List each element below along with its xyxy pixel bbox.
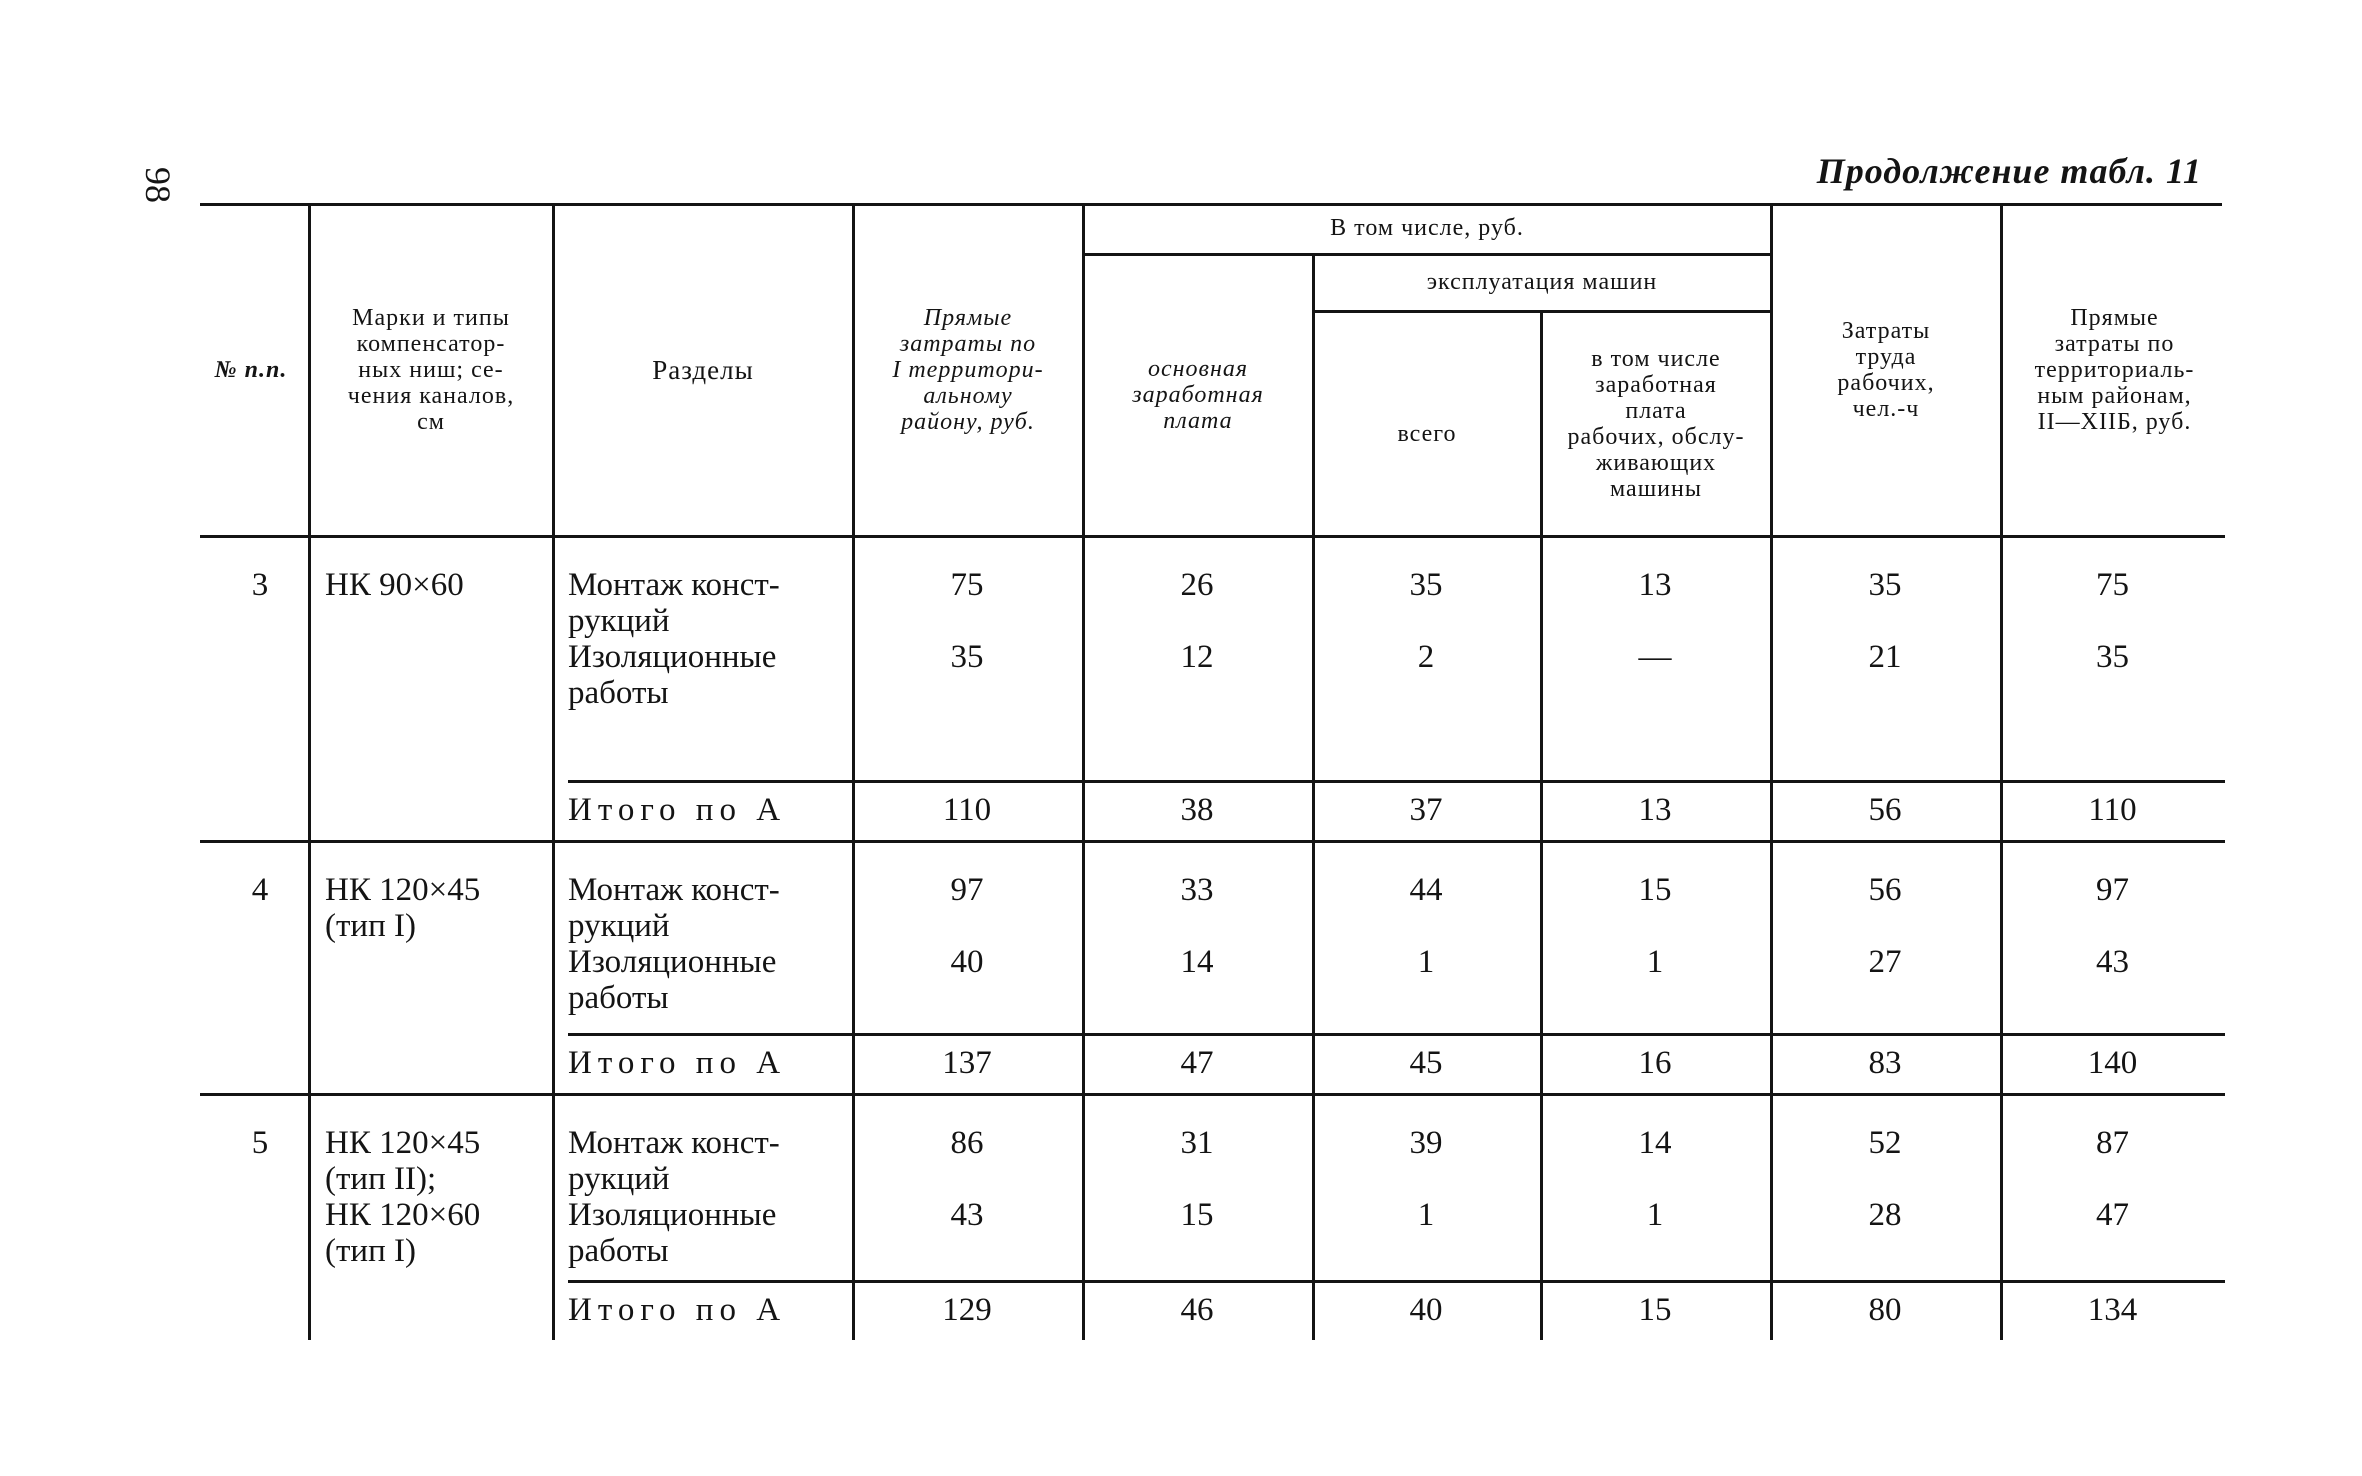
header-direct-regions-line: территориаль- [2034, 357, 2195, 383]
brand-label: НК 120×45 [325, 872, 481, 908]
section-label: Монтаж конст- [568, 872, 780, 908]
total-label: Итого по А [568, 792, 787, 828]
header-labor-line: труда [1855, 344, 1917, 370]
page-number: 98 [138, 167, 178, 203]
header-sections [556, 205, 850, 535]
value-cell: 15 [1638, 872, 1672, 908]
value-cell: 31 [1180, 1125, 1214, 1161]
total-value-cell: 13 [1638, 792, 1672, 828]
header-machine-ops-line: эксплуатация машин [1426, 268, 1658, 295]
total-value-cell: 137 [942, 1045, 992, 1081]
value-cell: 56 [1868, 872, 1902, 908]
value-cell: 27 [1868, 944, 1902, 980]
brand-label: (тип I) [325, 1233, 416, 1269]
value-cell: 1 [1417, 1197, 1435, 1233]
header-direct-costs-line: Прямые [923, 305, 1013, 331]
header-brands-line: ных ниш; се- [358, 357, 504, 383]
header-direct-costs-line: району, руб. [901, 409, 1035, 435]
total-value-cell: 110 [942, 792, 992, 828]
header-number-line: № п.п. [214, 357, 288, 383]
header-labor [1774, 205, 1998, 535]
total-label: Итого по А [568, 1292, 787, 1328]
header-brands-line: компенсатор- [356, 331, 506, 357]
value-cell: 35 [1409, 567, 1443, 603]
column-divider [1312, 253, 1315, 1340]
value-cell: 33 [1180, 872, 1214, 908]
subtotal-rule [568, 1280, 2225, 1283]
value-cell: 39 [1409, 1125, 1443, 1161]
header-direct-regions-line: Прямые [2070, 305, 2159, 331]
total-value-cell: 46 [1180, 1292, 1214, 1328]
total-value-cell: 80 [1868, 1292, 1902, 1328]
header-labor-line: рабочих, [1837, 370, 1935, 396]
total-value-cell: 15 [1638, 1292, 1672, 1328]
section-label: рукций [568, 908, 670, 944]
total-value-cell: 56 [1868, 792, 1902, 828]
value-cell: 35 [1868, 567, 1902, 603]
total-value-cell: 37 [1409, 792, 1443, 828]
group-separator [200, 840, 2225, 843]
value-cell: 97 [2096, 872, 2129, 908]
section-label: Изоляционные [568, 639, 777, 675]
value-cell: 13 [1638, 567, 1672, 603]
header-machine-pay-line: рабочих, обслу- [1567, 423, 1745, 450]
total-value-cell: 16 [1638, 1045, 1672, 1081]
subtotal-rule [568, 1033, 2225, 1036]
section-label: Монтаж конст- [568, 567, 780, 603]
column-divider [1540, 310, 1543, 1340]
value-cell: 43 [2096, 944, 2129, 980]
header-machine-pay-line: плата [1625, 397, 1687, 424]
header-direct-regions [2004, 205, 2225, 535]
table-caption: Продолжение табл. 11 [1816, 151, 2202, 191]
value-cell: 1 [1417, 944, 1435, 980]
header-machine-pay-line: живающих [1595, 449, 1717, 476]
total-value-cell: 110 [2088, 792, 2137, 828]
value-cell: 26 [1180, 567, 1214, 603]
value-cell: 21 [1868, 639, 1902, 675]
section-label: Изоляционные [568, 1197, 777, 1233]
header-machine-total-line: всего [1397, 420, 1457, 447]
header-direct-costs-line: затраты по [899, 331, 1037, 357]
header-direct-costs-line: альному [923, 383, 1013, 409]
header-basic-pay-line: плата [1163, 408, 1233, 434]
value-cell: 87 [2096, 1125, 2129, 1161]
subtotal-rule [568, 780, 2225, 783]
header-direct-regions-line: ным районам, [2037, 383, 2192, 409]
value-cell: 75 [2096, 567, 2129, 603]
header-bottom-rule [200, 535, 2225, 538]
brand-label: НК 120×60 [325, 1197, 481, 1233]
total-value-cell: 140 [2087, 1045, 2138, 1081]
value-cell: 75 [950, 567, 984, 603]
value-cell: 97 [950, 872, 984, 908]
row-number: 3 [251, 567, 269, 603]
value-cell: 47 [2096, 1197, 2129, 1233]
column-divider [1082, 205, 1085, 1340]
column-divider [552, 205, 555, 1340]
total-label: Итого по А [568, 1045, 787, 1081]
section-label: рукций [568, 603, 670, 639]
value-cell: 28 [1868, 1197, 1902, 1233]
value-cell: — [1638, 639, 1672, 675]
value-cell: 40 [950, 944, 984, 980]
value-cell: 86 [950, 1125, 984, 1161]
value-cell: 43 [950, 1197, 984, 1233]
header-direct-costs-line: I территори- [892, 357, 1044, 383]
header-labor-line: Затраты [1841, 318, 1931, 344]
value-cell: 2 [1417, 639, 1435, 675]
brand-label: (тип II); [325, 1161, 437, 1197]
header-brands-line: см [417, 409, 445, 435]
header-including [1086, 205, 1768, 250]
value-cell: 14 [1638, 1125, 1672, 1161]
header-number [196, 205, 306, 535]
value-cell: 44 [1409, 872, 1443, 908]
header-direct-costs [856, 205, 1080, 535]
section-label: Изоляционные [568, 944, 777, 980]
header-basic-pay-line: заработная [1132, 382, 1264, 408]
value-cell: 1 [1646, 1197, 1664, 1233]
header-basic-pay [1086, 255, 1310, 535]
section-label: работы [568, 1233, 669, 1269]
header-brands-line: Марки и типы [352, 305, 510, 331]
brand-label: (тип I) [325, 908, 416, 944]
total-value-cell: 40 [1409, 1292, 1443, 1328]
header-including-line: В том числе, руб. [1330, 214, 1524, 241]
header-machine-pay-line: заработная [1595, 371, 1717, 398]
header-labor-line: чел.-ч [1852, 396, 1920, 422]
section-label: работы [568, 980, 669, 1016]
column-divider [852, 205, 855, 1340]
header-machine-ops [1316, 255, 1768, 308]
header-machine-total [1316, 312, 1538, 535]
header-machine-pay [1544, 312, 1768, 535]
header-machine-pay-line: машины [1610, 475, 1702, 502]
total-value-cell: 45 [1409, 1045, 1443, 1081]
value-cell: 12 [1180, 639, 1214, 675]
total-value-cell: 47 [1180, 1045, 1214, 1081]
row-number: 4 [251, 872, 269, 908]
brand-label: НК 90×60 [325, 567, 464, 603]
header-machine-pay-line: в том числе [1591, 345, 1721, 372]
total-value-cell: 134 [2087, 1292, 2138, 1328]
row-number: 5 [251, 1125, 269, 1161]
value-cell: 14 [1180, 944, 1214, 980]
header-direct-regions-line: II—XIIБ, руб. [2037, 409, 2192, 435]
value-cell: 52 [1868, 1125, 1902, 1161]
section-label: рукций [568, 1161, 670, 1197]
value-cell: 15 [1180, 1197, 1214, 1233]
total-value-cell: 83 [1868, 1045, 1902, 1081]
total-value-cell: 38 [1180, 792, 1214, 828]
total-value-cell: 129 [942, 1292, 992, 1328]
value-cell: 1 [1646, 944, 1664, 980]
header-basic-pay-line: основная [1147, 356, 1249, 382]
section-label: работы [568, 675, 669, 711]
section-label: Монтаж конст- [568, 1125, 780, 1161]
brand-label: НК 120×45 [325, 1125, 481, 1161]
column-divider [2000, 205, 2003, 1340]
value-cell: 35 [950, 639, 984, 675]
column-divider [308, 205, 311, 1340]
group-separator [200, 1093, 2225, 1096]
column-divider [1770, 205, 1773, 1340]
value-cell: 35 [2096, 639, 2129, 675]
header-brands [312, 205, 550, 535]
header-sections-line: Разделы [652, 355, 754, 385]
header-direct-regions-line: затраты по [2054, 331, 2175, 357]
header-brands-line: чения каналов, [347, 383, 515, 409]
